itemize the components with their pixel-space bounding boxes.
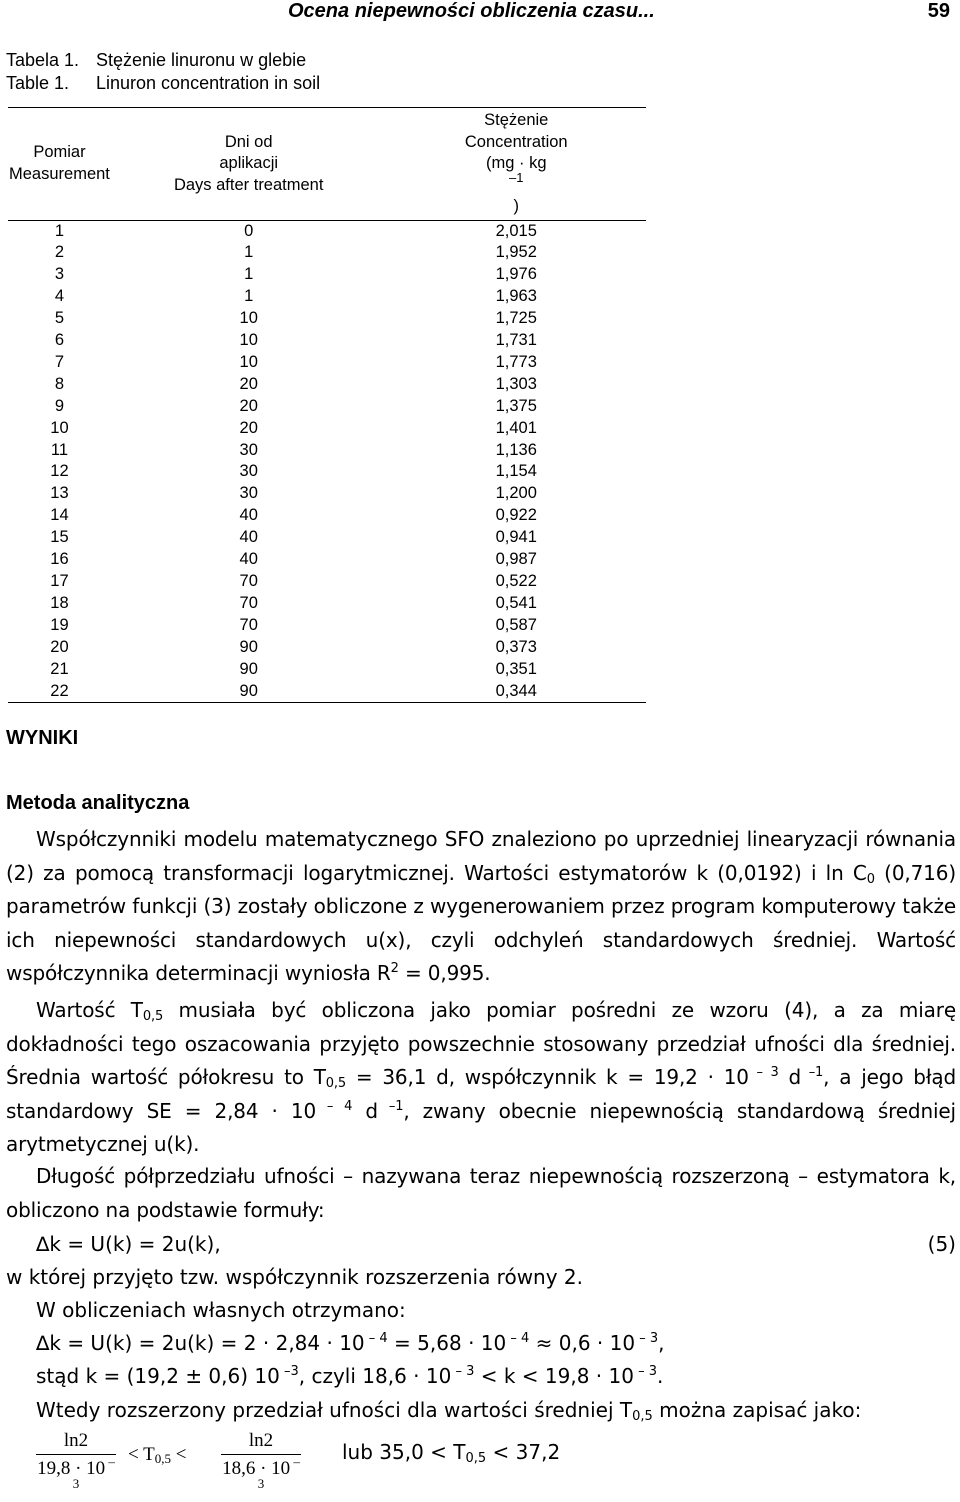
section-title-metoda: Metoda analityczna (6, 792, 190, 814)
table-row (8, 461, 646, 483)
cell-concentration: 1,200 (495, 484, 537, 503)
cell-days: 70 (239, 615, 258, 634)
cell-days: 40 (239, 506, 258, 525)
table-row (8, 374, 646, 396)
cell-days: 1 (244, 243, 254, 262)
cell-measurement: 2 (54, 243, 65, 262)
cell-concentration: 1,401 (495, 418, 537, 437)
cell-days: 70 (239, 572, 258, 590)
header-concentration-en: Concentration (464, 132, 568, 151)
header-days (111, 108, 387, 221)
calc-line-1: ∆k = U(k) = 2u(k) = 2 · 2,84 · 10 $^{- 4}$ = 5,68 · 10 $^{- 4}$ ≈ 0,6 · 10 $^{- 3}$, (36, 1331, 665, 1355)
inequality-middle: < $T_{0,5}$ < (128, 1444, 187, 1466)
table-row (8, 659, 646, 681)
cell-days: 1 (244, 287, 254, 306)
cell-concentration: 1,952 (495, 243, 537, 262)
cell-measurement: 19 (50, 615, 69, 634)
table-row (8, 615, 646, 637)
fraction-left (36, 1430, 116, 1502)
cell-measurement: 5 (54, 309, 65, 328)
header-concentration-pl: Stężenie (484, 111, 549, 129)
table-row (8, 242, 646, 264)
cell-days: 20 (239, 374, 258, 393)
cell-measurement: 16 (50, 550, 69, 569)
cell-measurement: 9 (54, 396, 65, 415)
header-concentration (387, 108, 647, 221)
cell-concentration: 1,303 (495, 374, 537, 393)
paragraph-expanded-uncertainty: Długość półprzedziału ufności – nazywana teraz niepewnością rozszerzoną – estymatora k, obliczono na podstawie formuły: (6, 1164, 956, 1222)
header-days-pl-2: aplikacji (219, 154, 279, 172)
cell-days: 10 (239, 331, 258, 350)
cell-measurement: 22 (8, 681, 111, 703)
cell-measurement: 11 (50, 440, 69, 459)
table-row (8, 308, 646, 330)
cell-concentration: 1,773 (495, 352, 537, 371)
fraction-right-numerator: ln2 (248, 1430, 274, 1451)
cell-days: 40 (239, 550, 258, 569)
cell-concentration: 0,987 (495, 550, 537, 569)
cell-days: 10 (239, 352, 258, 371)
cell-concentration: 1,976 (495, 265, 537, 284)
table-row (8, 264, 646, 286)
table-row (8, 505, 646, 527)
caption-label-pl: Tabela 1. (6, 50, 80, 70)
cell-measurement: 6 (54, 331, 65, 350)
cell-days: 70 (239, 593, 258, 612)
cell-measurement: 4 (54, 287, 65, 306)
cell-measurement: 21 (50, 659, 69, 678)
table-row (8, 571, 646, 593)
cell-concentration: 0,541 (495, 593, 537, 612)
cell-concentration: 0,522 (495, 572, 537, 590)
cell-days: 90 (239, 659, 258, 678)
fraction-right-denominator: 18,6 · 10 $^{- 3}$ (221, 1454, 301, 1502)
page-number: 59 (927, 0, 950, 22)
table-row (8, 549, 646, 571)
cell-measurement: 20 (50, 637, 69, 656)
header-concentration-unit: (mg · kg $^{-1}$ ) (485, 154, 547, 215)
calc-line-3: Wtedy rozszerzony przedział ufności dla wartości średniej $T_{0,5}$ można zapisać jako: (36, 1398, 862, 1424)
cell-measurement: 8 (54, 374, 65, 393)
cell-days: 20 (239, 418, 258, 437)
paragraph-half-life: Wartość $T_{0,5}$ musiała być obliczona jako pomiar pośredni ze wzoru (4), a za miarę dokładności tego oszacowania przyjęto powszechnie stosowany przedział ufności dla średniej. Średnia wartość półokresu to $T_{0,5} = 36,1$ d, współczynnik k = 19,2 · 10 $^{- 3}$ d $^{-1}$, a jego błąd standardowy SE = 2,84 · 10 $^{- 4}$ d $^{-1}$, zwany obecnie niepewnością standardową średniej arytmetycznej u(k). (6, 998, 957, 1156)
cell-measurement: 13 (50, 484, 69, 503)
table-header-row (8, 108, 646, 221)
cell-measurement: 12 (50, 462, 69, 481)
cell-concentration: 0,344 (387, 681, 647, 703)
cell-days: 30 (239, 484, 258, 503)
cell-measurement: 7 (54, 352, 65, 371)
table-row (8, 483, 646, 505)
cell-concentration: 1,725 (495, 309, 537, 328)
cell-days: 20 (239, 396, 258, 415)
cell-days: 30 (239, 462, 258, 481)
section-title-wyniki: WYNIKI (6, 727, 79, 749)
caption-text-en: Linuron concentration in soil (96, 73, 321, 93)
table-row (8, 681, 646, 703)
running-header: Ocena niepewności obliczenia czasu... (288, 0, 655, 22)
table-row (8, 330, 646, 352)
cell-days: 30 (239, 440, 258, 459)
cell-days: 90 (239, 637, 258, 656)
cell-concentration: 0,587 (495, 615, 537, 634)
cell-concentration: 0,373 (495, 637, 537, 656)
cell-days: 40 (239, 528, 258, 547)
table-row (8, 637, 646, 659)
table-row (8, 440, 646, 462)
cell-measurement: 15 (50, 528, 69, 547)
coverage-factor-text: w której przyjęto tzw. współczynnik rozszerzenia równy 2. (6, 1265, 584, 1289)
cell-concentration: 0,922 (495, 506, 537, 525)
cell-measurement: 14 (50, 506, 69, 525)
cell-concentration: 0,351 (495, 659, 537, 678)
cell-concentration: 1,731 (495, 331, 537, 350)
cell-days: 10 (239, 309, 258, 328)
fraction-left-denominator: 19,8 · 10 $^{- 3}$ (36, 1454, 116, 1502)
linuron-table (8, 107, 646, 703)
cell-days: 0 (244, 221, 254, 240)
header-days-pl-1: Dni od (224, 132, 273, 151)
cell-measurement: 10 (50, 418, 69, 437)
header-measurement-pl: Pomiar (33, 143, 86, 162)
cell-measurement: 3 (54, 265, 65, 284)
cell-concentration: 2,015 (495, 221, 537, 240)
cell-concentration: 1,375 (495, 396, 537, 415)
table-body (8, 220, 646, 703)
table-caption-en (6, 73, 320, 94)
header-days-en: Days after treatment (173, 175, 324, 194)
cell-days: 1 (244, 265, 254, 284)
cell-concentration: 1,963 (495, 287, 537, 306)
calc-intro: W obliczeniach własnych otrzymano: (36, 1298, 406, 1322)
interval-result: lub $35,0 < T_{0,5} < 37,2$ (342, 1440, 561, 1466)
fraction-right (221, 1430, 301, 1502)
cell-days: 90 (111, 681, 387, 703)
fraction-left-numerator: ln2 (63, 1430, 89, 1451)
caption-text-pl: Stężenie linuronu w glebie (96, 50, 307, 70)
cell-measurement: 17 (50, 572, 69, 590)
table-row (8, 418, 646, 440)
cell-measurement: 1 (54, 221, 65, 240)
calc-line-2: stąd k = (19,2 ± 0,6) 10 $^{-3}$, czyli 18,6 · 10 $^{- 3}$ < k < 19,8 · 10 $^{- 3}$. (36, 1364, 664, 1388)
table-row (8, 352, 646, 374)
equation-5-number: (5) (927, 1232, 956, 1256)
header-measurement-en: Measurement (9, 164, 110, 183)
caption-label-en: Table 1. (6, 73, 70, 93)
table-row (8, 220, 646, 242)
cell-concentration: 0,941 (495, 528, 537, 547)
equation-5-expression: ∆k = U(k) = 2u(k), (36, 1232, 221, 1256)
table-caption-pl (6, 50, 306, 71)
table-row (8, 286, 646, 308)
table-row (8, 396, 646, 418)
paragraph-coefficients: Współczynniki modelu matematycznego SFO znaleziono po uprzedniej linearyzacji równania (2) za pomocą transformacji logarytmicznej. Wartości estymatorów k (0,0192) i $\ln C_0$ (0,716) parametrów funkcji (3) zostały obliczone z wygenerowaniem przez program komputerowy także ich niepewności standardowych u(x), czyli odchyleń standardowych średniej. Wartość współczynnika determinacji wyniosła $R^2 = 0,995$. (6, 827, 956, 985)
cell-concentration: 1,154 (495, 462, 537, 481)
table-row (8, 527, 646, 549)
table-row (8, 593, 646, 615)
cell-measurement: 18 (50, 593, 69, 612)
header-measurement (8, 108, 111, 221)
cell-concentration: 1,136 (495, 440, 537, 459)
